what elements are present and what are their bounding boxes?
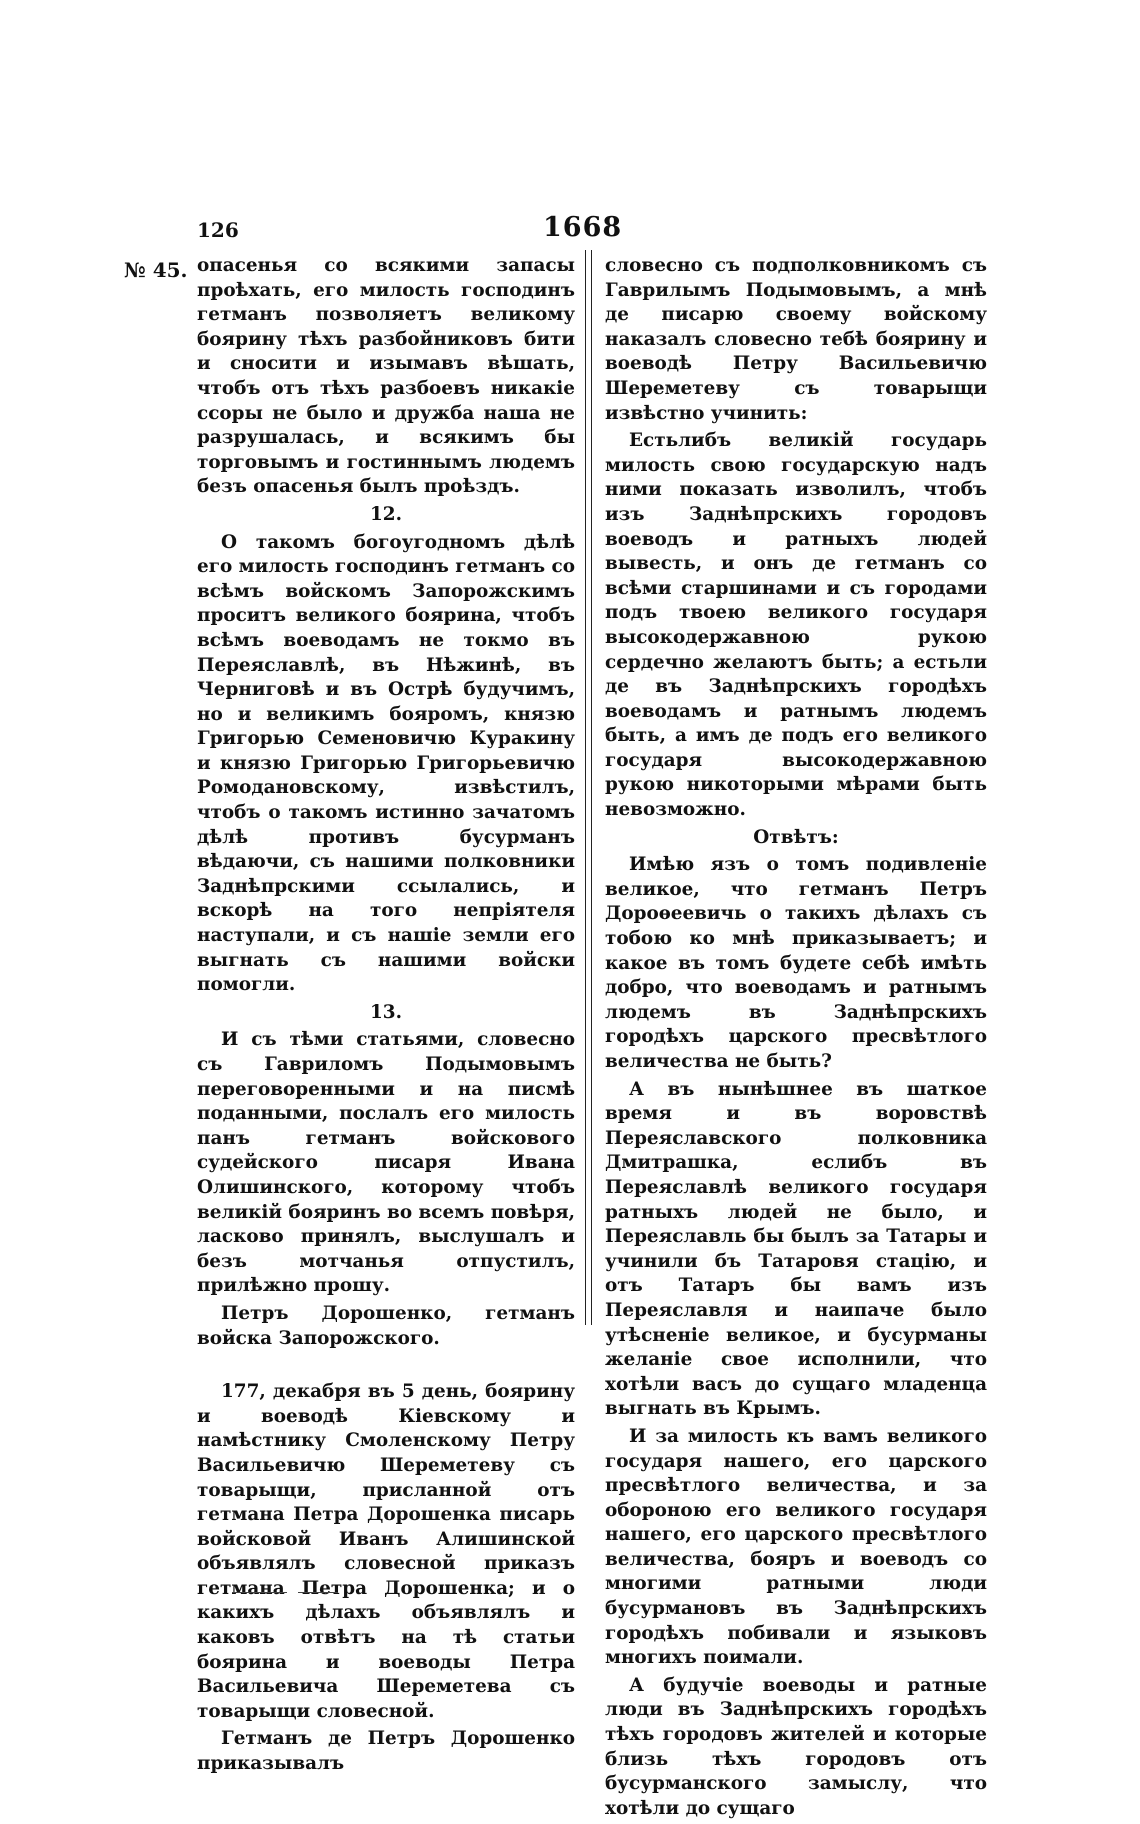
paragraph: И за милость къ вамъ великого государя нашего, его царского пресвѣтлого величества, и за обороною его великого государя нашего, его царского пресвѣтлого величества, бояръ и воеводъ со многими ратными люди бусурмановъ въ Заднѣпрскихъ городѣхъ побивали и языковъ многихъ поимали. [605, 1425, 987, 1669]
paragraph: Имѣю язъ о томъ подивленіе великое, что гетманъ Петръ Дороѳеевичь о такихъ дѣлахъ съ тобою ко мнѣ приказываетъ; и какое въ томъ будете себѣ имѣть добро, что воеводамъ и ратнымъ людемъ въ Заднѣпрскихъ городѣхъ царского пресвѣтлого величества не быть? [605, 854, 987, 1072]
paragraph: Естьлибъ великій государь милость свою государскую надъ ними показать изволилъ, чтобъ изъ Заднѣпрскихъ городовъ воеводъ и ратныхъ людей вывесть, и онъ де гетманъ со всѣми старшинами и съ городами подъ твоею великого государя высокодержавною рукою сердечно желаютъ быть; а естьли де въ Заднѣпрскихъ городѣхъ воеводамъ и ратнымъ людемъ быть, а имъ де подъ его великого государя высокодержавною рукою никоторыми мѣрами быть невозможно. [605, 430, 987, 821]
paragraph: 177, декабря въ 5 день, боярину и воеводѣ Кіевскому и намѣстнику Смоленскому Петру Васильевичю Шереметеву съ товарыщи, присланной отъ гетмана Петра Дорошенка писарь войсковой Иванъ Алишинской объявлялъ словесной приказъ гетмана Петра Дорошенка; и о какихъ дѣлахъ объявлялъ и каковъ отвѣтъ на тѣ статьи боярина и воеводы Петра Васильевича Шереметева съ товарыщи словесной. [197, 1381, 575, 1722]
paragraph: И съ тѣми статьями, словесно съ Гавриломъ Подымовымъ переговоренными и на писмѣ поданными, послалъ его милость панъ гетманъ войскового судейского писаря Ивана Олишинского, которому чтобъ великій бояринъ во всемъ повѣря, ласково принялъ, выслушалъ и безъ мотчанья отпустилъ, прилѣжно прошу. [197, 1029, 575, 1297]
footer-rule [298, 1592, 338, 1593]
paragraph: А въ нынѣшнее въ шаткое время и въ воровствѣ Переяславского полковника Дмитрашка, еслибъ въ Переяславлѣ великого государя ратныхъ людей не было, и Переяславль бы былъ за Татары и учинили бъ Татаровя стацію, и отъ Татаръ бы вамъ изъ Переяславля и наипаче было утѣсненіе великое, и бусурманы желаніе свое исполнили, что хотѣли васъ до сущаго младенца выгнать въ Крымъ. [605, 1078, 987, 1420]
page-header [197, 212, 987, 244]
paragraph: А будучіе воеводы и ратные люди въ Заднѣпрскихъ городѣхъ тѣхъ городовъ жителей и которые близь тѣхъ городовъ отъ бусурманского замыслу, что хотѣли до сущаго [605, 1674, 987, 1819]
answer-heading: Отвѣтъ: [753, 826, 839, 848]
page-number: 126 [197, 218, 239, 242]
year-heading: 1668 [543, 212, 623, 243]
right-column [605, 254, 987, 1824]
article-number: 13. [370, 1001, 402, 1023]
document-number: № 45. [124, 258, 188, 282]
left-column [197, 254, 575, 1780]
paragraph: словесно съ подполковникомъ съ Гаврилымъ Подымовымъ, а мнѣ де писарю своему войскому наказалъ словесно тебѣ боярину и воеводѣ Петру Васильевичю Шереметеву съ товарыщи извѣстно учинить: [605, 255, 987, 424]
paragraph: О такомъ богоугодномъ дѣлѣ его милость господинъ гетманъ со всѣмъ войскомъ Запорожскимъ проситъ великого боярина, чтобъ всѣмъ воеводамъ не токмо въ Переяславлѣ, въ Нѣжинѣ, въ Черниговѣ и въ Острѣ будучимъ, но и великимъ бояромъ, князю Григорью Семеновичю Куракину и князю Григорью Григорьевичю Ромодановскому, извѣстилъ, чтобъ о такомъ истинно зачатомъ дѣлѣ противъ бусурманъ вѣдаючи, съ нашими полковники Заднѣпрскими ссылались, и вскорѣ на того непріятеля наступали, и съ нашіе земли его выгнать съ нашими войски помогли. [197, 531, 575, 996]
article-number: 12. [370, 503, 402, 525]
signature-line: Петръ Дорошенко, гетманъ войска Запорожского. [197, 1302, 575, 1349]
paragraph: Гетманъ де Петръ Дорошенко приказывалъ [197, 1728, 575, 1775]
footer-rule [232, 1592, 287, 1593]
column-divider [585, 250, 592, 1325]
paragraph: опасенья со всякими запасы проѣхать, его милость господинъ гетманъ позволяетъ великому боярину тѣхъ разбойниковъ бити и сносити и изымавъ вѣшать, чтобъ отъ тѣхъ разбоевъ никакіе ссоры не было и дружба наша не разрушалась, и всякимъ бы торговымъ и гостиннымъ людемъ безъ опасенья былъ проѣздъ. [197, 255, 575, 498]
